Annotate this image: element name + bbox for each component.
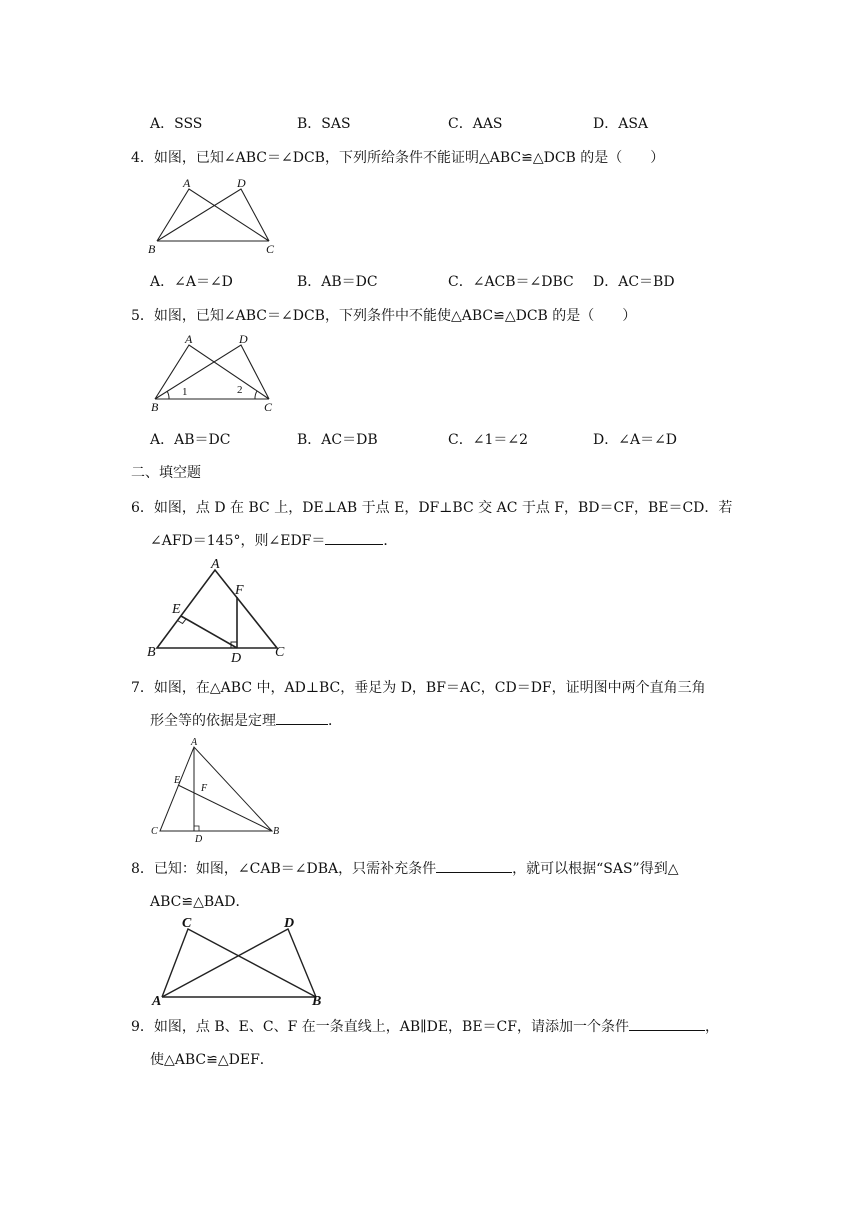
q7-label-b: B (273, 826, 280, 837)
q4-label-d: D (237, 176, 246, 190)
q6-stem-line2-text: ∠AFD＝145°，则∠EDF＝ (150, 533, 326, 549)
q7-label-e: E (174, 775, 181, 786)
q5-option-c: C．∠1＝∠2 (448, 432, 528, 448)
q5-label-a: A (185, 332, 193, 346)
q8-stem-line1-tail: ，就可以根据“SAS”得到△ (512, 861, 679, 877)
q6-label-f: F (235, 583, 244, 598)
q7-label-d: D (195, 834, 203, 845)
q4-option-c: C．∠ACB＝∠DBC (448, 274, 574, 290)
q4-option-a: A．∠A＝∠D (150, 274, 233, 290)
q7-stem-period: ． (328, 713, 342, 729)
q7-figure (148, 735, 288, 845)
q6-stem-line2 (150, 530, 397, 550)
q6-figure (145, 557, 295, 666)
q6-label-d: D (231, 651, 242, 666)
q8-label-a: A (152, 994, 162, 1009)
q4-option-b: B．AB＝DC (297, 274, 378, 290)
q3-option-b: B．SAS (297, 116, 351, 132)
q5-option-a: A．AB＝DC (150, 432, 231, 448)
q4-label-b: B (148, 242, 156, 256)
q7-label-a: A (191, 737, 198, 748)
q7-stem-line2 (150, 710, 342, 730)
q6-stem-line1: 6．如图，点 D 在 BC 上，DE⊥AB 于点 E，DF⊥BC 交 AC 于点 F，BD＝CF，BE＝CD．若 (131, 500, 733, 516)
q5-label-b: B (151, 400, 159, 414)
q3-option-d: D．ASA (593, 116, 649, 132)
q5-angle-1-label: 1 (182, 386, 188, 398)
q9-stem-line1-tail: ， (704, 1019, 719, 1035)
q8-label-c: C (182, 916, 192, 931)
q4-label-a: A (183, 176, 191, 190)
section-title-fill-in: 二、填空题 (131, 465, 201, 481)
q8-label-d: D (284, 916, 295, 931)
q5-option-b: B．AC＝DB (297, 432, 378, 448)
q7-label-f: F (201, 783, 208, 794)
q6-answer-blank[interactable] (325, 530, 383, 545)
q5-label-d: D (239, 332, 248, 346)
q9-stem-line2: 使△ABC≌△DEF． (150, 1052, 274, 1068)
q5-stem: 5．如图，已知∠ABC＝∠DCB，下列条件中不能使△ABC≌△DCB 的是（ ） (131, 308, 637, 324)
q8-figure (148, 915, 328, 1009)
q6-stem-period: ． (383, 533, 398, 549)
q9-stem-line1 (131, 1016, 719, 1036)
q8-stem-line1-text: 8．已知：如图，∠CAB＝∠DBA，只需补充条件 (131, 861, 437, 877)
q7-answer-blank[interactable] (276, 710, 328, 725)
q6-label-a: A (211, 557, 220, 572)
q7-label-c: C (151, 826, 158, 837)
q3-option-a: A．SSS (150, 116, 203, 132)
q4-option-d: D．AC＝BD (593, 274, 675, 290)
q8-stem-line2: ABC≌△BAD． (150, 894, 250, 910)
q9-answer-blank[interactable] (629, 1016, 705, 1031)
q9-stem-line1-text: 9．如图，点 B、E、C、F 在一条直线上，AB∥DE，BE＝CF，请添加一个条件 (131, 1019, 629, 1035)
q7-stem-line1: 7．如图，在△ABC 中，AD⊥BC，垂足为 D，BF＝AC，CD＝DF，证明图中两个直角三角 (131, 680, 706, 696)
q6-label-c: C (275, 645, 285, 660)
q4-stem: 4．如图，已知∠ABC＝∠DCB，下列所给条件不能证明△ABC≌△DCB 的是（ ） (131, 150, 665, 166)
q8-label-b: B (312, 994, 322, 1009)
q5-option-d: D．∠A＝∠D (593, 432, 678, 448)
q6-label-b: B (147, 645, 156, 660)
q4-label-c: C (266, 242, 275, 256)
q5-label-c: C (264, 400, 273, 414)
q8-stem-line1 (131, 858, 678, 878)
q6-label-e: E (172, 602, 181, 617)
q4-figure (145, 175, 285, 255)
q3-option-c: C．AAS (448, 116, 503, 132)
q5-figure (145, 332, 285, 415)
q8-answer-blank[interactable] (436, 858, 512, 873)
q7-stem-line2-text: 形全等的依据是定理 (150, 713, 276, 729)
q5-angle-2-label: 2 (237, 384, 243, 396)
